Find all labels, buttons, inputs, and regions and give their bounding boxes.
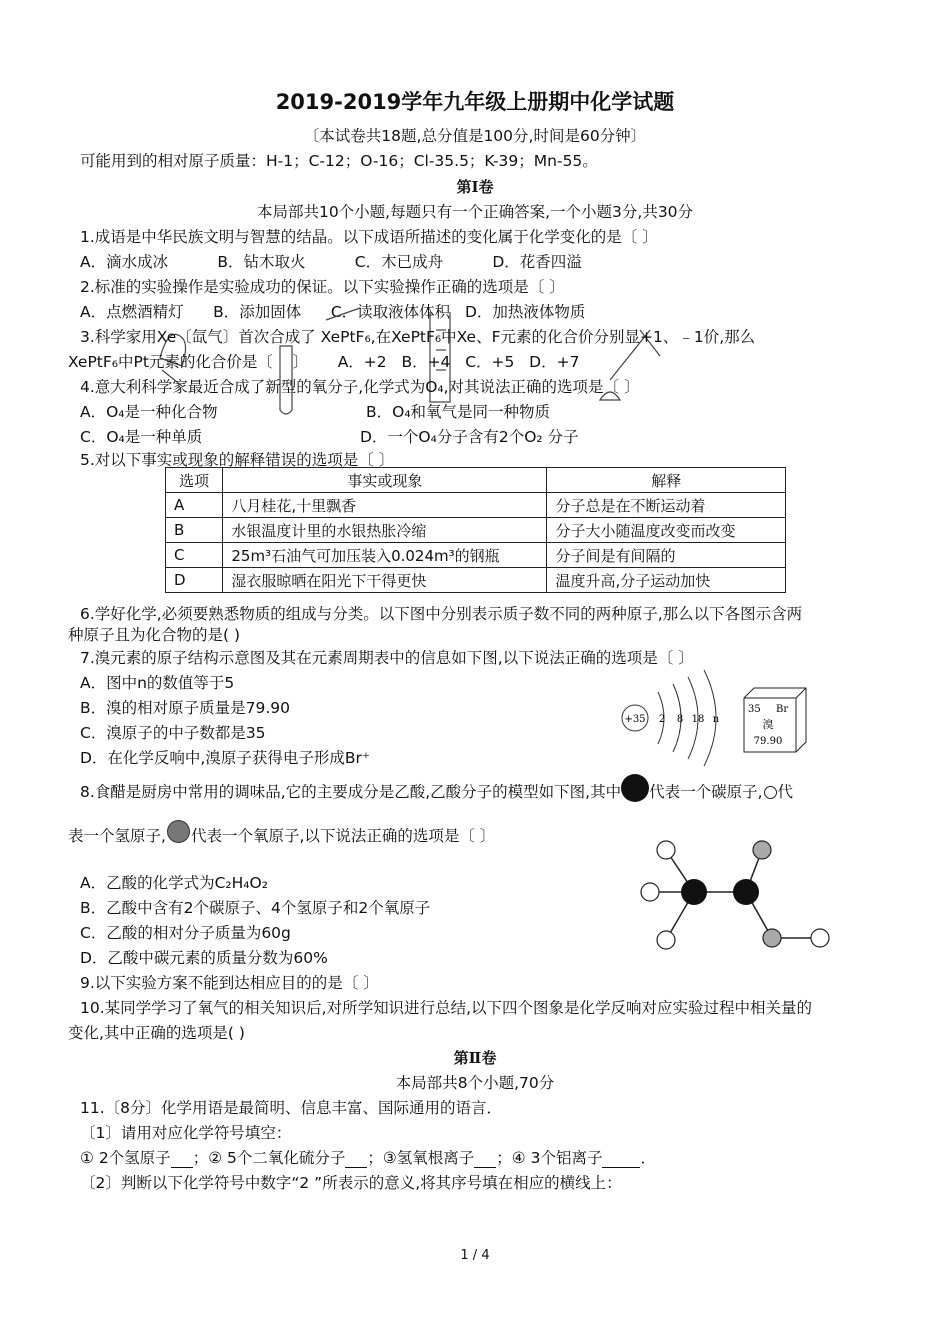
electron-shell-label: 18 [691, 714, 705, 725]
hydrogen-atom [641, 883, 659, 901]
q11-fill-text: ① 2个氢原子 [80, 1149, 171, 1167]
oxygen-atom [763, 929, 781, 947]
q11-sub2: 〔2〕判断以下化学符号中数字“2 ”所表示的意义,将其序号填在相应的横线上： [80, 1174, 622, 1192]
table-cell: C [166, 543, 223, 568]
page-number: 1 / 4 [460, 1248, 490, 1263]
element-name: 溴 [762, 718, 774, 731]
electron-shell-label: 2 [658, 714, 666, 725]
carbon-atom-icon [621, 774, 649, 802]
table-header-cell: 解释 [547, 468, 786, 493]
q2-options: A．点燃酒精灯 B．添加固体 C．读取液体体积 D．加热液体物质 [80, 303, 586, 321]
table-header-cell: 选项 [166, 468, 223, 493]
q8-line2-text: 表一个氢原子, [68, 827, 166, 845]
q8-line2-text: 代表一个氧原子,以下说法正确的选项是〔 〕 [190, 827, 496, 845]
q7-option-a: A．图中n的数值等于5 [80, 674, 235, 692]
q8-option-b: B．乙酸中含有2个碳原子、4个氢原子和2个氧原子 [80, 899, 431, 917]
element-number: 35 [748, 704, 761, 715]
table-header-cell: 事实或现象 [223, 468, 547, 493]
q3-line2: XePtF₆中Pt元素的化合价是〔 〕 A．+2 B．+4 C．+5 D．+7 [68, 353, 580, 371]
q8-line1-text: 代表一个碳原子, [649, 783, 763, 801]
acetic-acid-molecule-model [636, 836, 836, 956]
q2-stem: 2.标准的实验操作是实验成功的保证。以下实验操作正确的选项是〔 〕 [80, 278, 565, 296]
q4-option-a: A．O₄是一种化合物 [80, 403, 218, 421]
q1-stem: 1.成语是中华民族文明与智慧的结晶。以下成语所描述的变化属于化学变化的是〔 〕 [80, 228, 658, 246]
periodic-table-cell [742, 686, 808, 756]
table-cell: 湿衣服晾晒在阳光下干得更快 [223, 568, 547, 593]
q9-stem: 9.以下实验方案不能到达相应目的的是〔 〕 [80, 974, 379, 992]
oxygen-atom-icon [167, 820, 190, 843]
answer-blank[interactable] [474, 1149, 496, 1168]
q11-fill-text: ；② 5个二氧化硫分子 [192, 1149, 346, 1167]
q8-line1-text: 8.食醋是厨房中常用的调味品,它的主要成分是乙酸,乙酸分子的模型如下图,其中 [80, 783, 622, 801]
q10-line1: 10.某同学学习了氧气的相关知识后,对所学知识进行总结,以下四个图象是化学反响对应实验过程中相关量的 [80, 999, 813, 1017]
q4-stem: 4.意大利科学家最近合成了新型的氧分子,化学式为O₄,对其说法正确的选项是〔 〕 [80, 378, 640, 396]
electron-shell-label: 8 [676, 714, 684, 725]
table-cell: B [166, 518, 223, 543]
atomic-masses: 可能用到的相对原子质量：H-1；C-12；O-16；Cl-35.5；K-39；Mn-55。 [80, 152, 598, 170]
q8-option-a: A．乙酸的化学式为C₂H₄O₂ [80, 874, 268, 892]
q11-fill-line [80, 1146, 656, 1168]
bromine-atom-diagram [618, 668, 728, 768]
q11-fill-text: ． [640, 1149, 656, 1167]
table-row [166, 493, 786, 518]
q5-table [165, 467, 786, 593]
carbon-atom [681, 879, 707, 905]
table-cell: 25m³石油气可加压装入0.024m³的钢瓶 [223, 543, 547, 568]
q11-stem: 11.〔8分〕化学用语是最简明、信息丰富、国际通用的语言． [80, 1099, 503, 1117]
element-symbol: Br [776, 704, 789, 715]
q7-option-c: C．溴原子的中子数都是35 [80, 724, 266, 742]
q8-option-d: D．乙酸中碳元素的质量分数为60% [80, 949, 328, 967]
table-cell: 温度升高,分子运动加快 [547, 568, 786, 593]
q4-option-d: D．一个O₄分子含有2个O₂ 分子 [360, 428, 579, 446]
exam-intro: 〔本试卷共18题,总分值是100分,时间是60分钟〕 [303, 127, 647, 145]
part1-desc: 本局部共10个小题,每题只有一个正确答案,一个小题3分,共30分 [256, 203, 694, 221]
q7-option-d: D．在化学反响中,溴原子获得电子形成Br⁺ [80, 749, 371, 767]
q8-line1-text: 代 [777, 783, 794, 801]
q7-option-b: B．溴的相对原子质量是79.90 [80, 699, 291, 717]
q10-line2: 变化,其中正确的选项是( ) [68, 1024, 245, 1042]
table-cell: 八月桂花,十里飘香 [223, 493, 547, 518]
answer-blank[interactable] [171, 1149, 193, 1168]
table-cell: 分子间是有间隔的 [547, 543, 786, 568]
q6-line1: 6.学好化学,必须要熟悉物质的组成与分类。以下图中分别表示质子数不同的两种原子,那么以下各图示含两 [80, 605, 803, 623]
part2-desc: 本局部共8个小题,70分 [395, 1074, 555, 1092]
table-cell: A [166, 493, 223, 518]
q11-sub1: 〔1〕请用对应化学符号填空： [80, 1124, 292, 1142]
q8-option-c: C．乙酸的相对分子质量为60g [80, 924, 291, 942]
q3-line1: 3.科学家用Xe〔氙气〕首次合成了 XePtF₆,在XePtF₆中Xe、F元素的化合价分别显+1、﹣1价,那么 [80, 328, 756, 346]
answer-blank[interactable] [345, 1149, 367, 1168]
atom-nucleus-label: +35 [624, 714, 646, 725]
table-header-row [166, 468, 786, 493]
hydrogen-atom [657, 931, 675, 949]
page-title: 2019-2019学年九年级上册期中化学试题 [275, 90, 675, 114]
table-row [166, 518, 786, 543]
answer-blank[interactable] [602, 1149, 640, 1168]
q8-line1 [80, 780, 793, 802]
q8-line2 [68, 824, 495, 846]
table-cell: D [166, 568, 223, 593]
hydrogen-atom [811, 929, 829, 947]
q7-stem: 7.溴元素的原子结构示意图及其在元素周期表中的信息如下图,以下说法正确的选项是〔 〕 [80, 649, 694, 667]
table-cell: 分子大小随温度改变而改变 [547, 518, 786, 543]
q1-options: A．滴水成冰 B．钻木取火 C．木已成舟 D．花香四溢 [80, 253, 582, 271]
q4-option-c: C．O₄是一种单质 [80, 428, 203, 446]
carbon-atom [733, 879, 759, 905]
electron-shell-label: n [712, 714, 720, 725]
hydrogen-atom [657, 841, 675, 859]
q4-option-b: B．O₄和氧气是同一种物质 [366, 403, 551, 421]
table-cell: 水银温度计里的水银热胀冷缩 [223, 518, 547, 543]
part2-heading: 第Ⅱ卷 [453, 1049, 497, 1067]
table-cell: 分子总是在不断运动着 [547, 493, 786, 518]
element-mass: 79.90 [753, 736, 783, 747]
q5-stem: 5.对以下事实或现象的解释错误的选项是〔 〕 [80, 451, 395, 469]
q11-fill-text: ；④ 3个铝离子 [496, 1149, 603, 1167]
q6-line2: 种原子且为化合物的是( ) [68, 626, 241, 644]
part1-heading: 第Ⅰ卷 [456, 178, 494, 196]
hydrogen-atom-icon [764, 786, 777, 799]
table-row [166, 543, 786, 568]
q11-fill-text: ；③氢氧根离子 [367, 1149, 475, 1167]
oxygen-atom [753, 841, 771, 859]
table-row [166, 568, 786, 593]
